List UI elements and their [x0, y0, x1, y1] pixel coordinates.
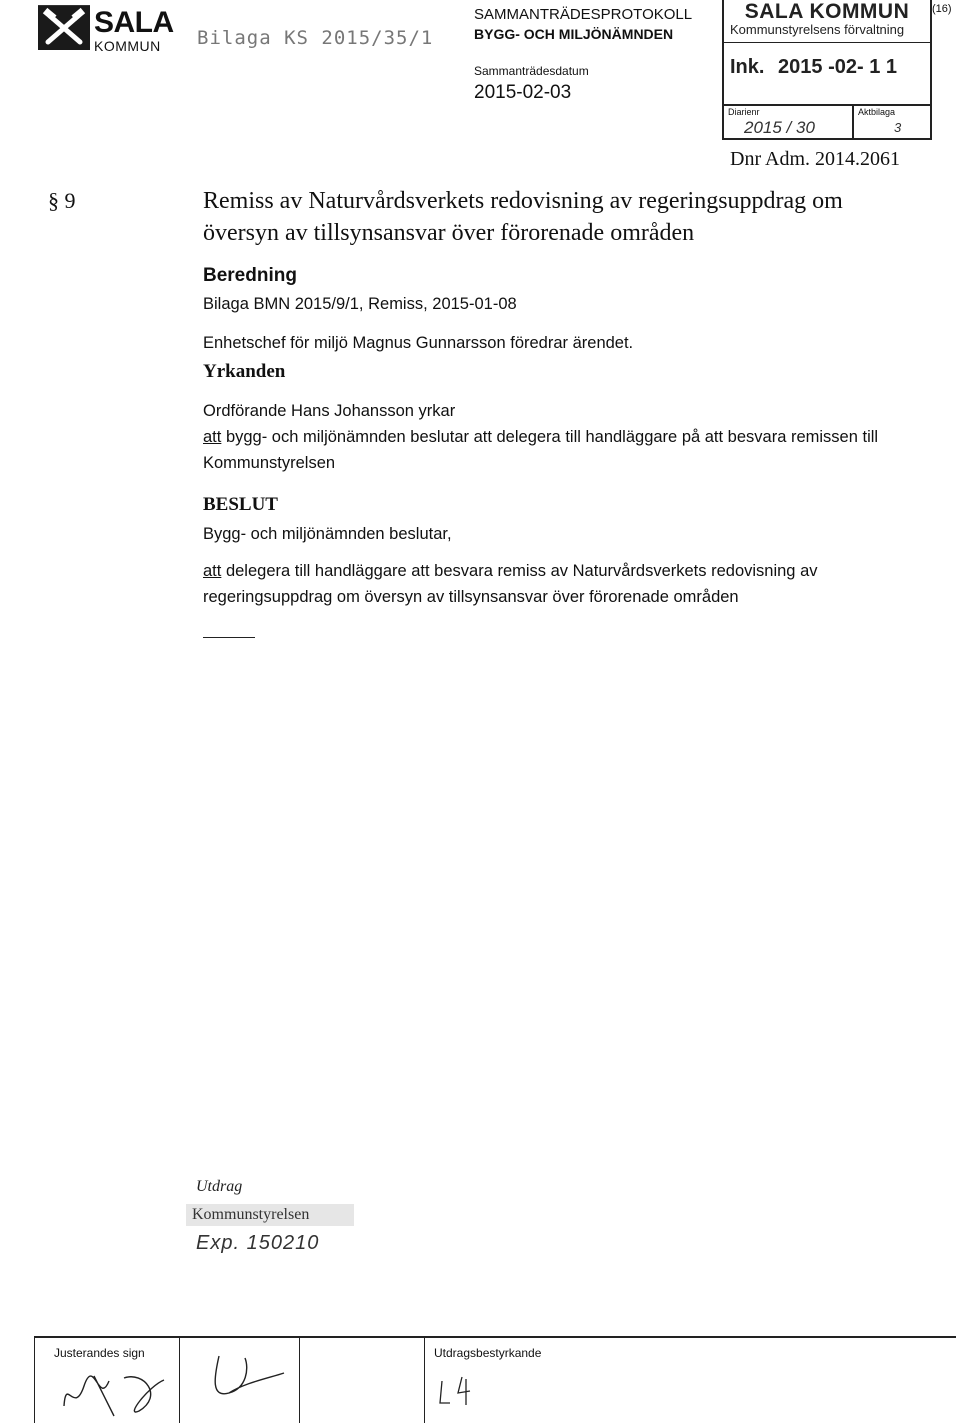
dispatch-note: Exp. 150210 [196, 1232, 320, 1254]
case-number: Dnr Adm. 2014.2061 [730, 148, 900, 170]
stamp-diarie-number: 2015 / 30 [744, 118, 815, 137]
att-keyword: att [203, 562, 222, 580]
utdrag-initials [434, 1373, 494, 1413]
sala-logo-emblem [38, 6, 90, 50]
decision-intro: Bygg- och miljönämnden beslutar, [203, 525, 452, 543]
extract-recipient: Kommunstyrelsen [186, 1204, 354, 1226]
justerandes-sign-label: Justerandes sign [54, 1346, 145, 1360]
page-number: (16) [932, 3, 952, 15]
protocol-title: SAMMANTRÄDESPROTOKOLL [474, 6, 693, 23]
meeting-date: 2015-02-03 [474, 82, 572, 103]
motion-body: bygg- och miljönämnden beslutar att delegera till handläggare på att besvara remissen till Kommunstyrelsen [203, 428, 879, 472]
section-heading-beslut: BESLUT [203, 494, 278, 515]
stamp-ink-date: 2015 -02- 1 1 [778, 56, 897, 78]
motion-text [203, 424, 923, 476]
signature-2 [199, 1348, 289, 1408]
board-name: BYGG- OCH MILJÖNÄMNDEN [474, 26, 674, 42]
utdragsbestyrkande-label: Utdragsbestyrkande [434, 1346, 542, 1360]
stamp-ink-label: Ink. [730, 56, 765, 78]
table-border [179, 1338, 180, 1423]
logo-subtitle: KOMMUN [94, 38, 161, 54]
table-border [424, 1338, 425, 1423]
logo-name: SALA [94, 6, 174, 39]
decision-text [203, 558, 923, 610]
stamp-aktbilaga-number: 3 [894, 120, 902, 135]
beredning-reference: Bilaga BMN 2015/9/1, Remiss, 2015-01-08 [203, 295, 517, 313]
stamp-aktbilaga-label: Aktbilaga [858, 107, 896, 117]
table-border [34, 1338, 35, 1423]
presenter-text: Enhetschef för miljö Magnus Gunnarsson föredrar ärendet. [203, 334, 634, 352]
section-heading-yrkanden: Yrkanden [203, 361, 286, 382]
meeting-date-label: Sammanträdesdatum [474, 64, 589, 78]
attachment-reference: Bilaga KS 2015/35/1 [197, 27, 434, 49]
stamp-divider [724, 42, 930, 43]
stamp-number-row [724, 104, 930, 140]
paragraph-number: § 9 [48, 188, 76, 213]
stamp-department: Kommunstyrelsens förvaltning [730, 22, 905, 37]
att-keyword: att [203, 428, 222, 446]
received-stamp [722, 0, 932, 140]
stamp-diarie-label: Diarienr [728, 107, 760, 117]
section-heading-beredning: Beredning [203, 265, 297, 286]
section-end-rule [203, 637, 255, 638]
table-border [299, 1338, 300, 1423]
extract-stamp-label: Utdrag [196, 1178, 243, 1195]
stamp-aktbilaga-cell [852, 106, 916, 140]
page-title: Remiss av Naturvårdsverkets redovisning av regeringsuppdrag om översyn av tillsynsansvar över förorenade områden [203, 188, 843, 246]
decision-body: delegera till handläggare att besvara remiss av Naturvårdsverkets redovisning av regeringsuppdrag om översyn av tillsynsansvar över förorenade områden [203, 562, 818, 606]
motion-intro: Ordförande Hans Johansson yrkar [203, 402, 456, 420]
stamp-organization: SALA KOMMUN [744, 0, 910, 23]
signature-table [34, 1336, 956, 1423]
stamp-received-date [730, 56, 897, 79]
signature-1 [54, 1366, 174, 1422]
